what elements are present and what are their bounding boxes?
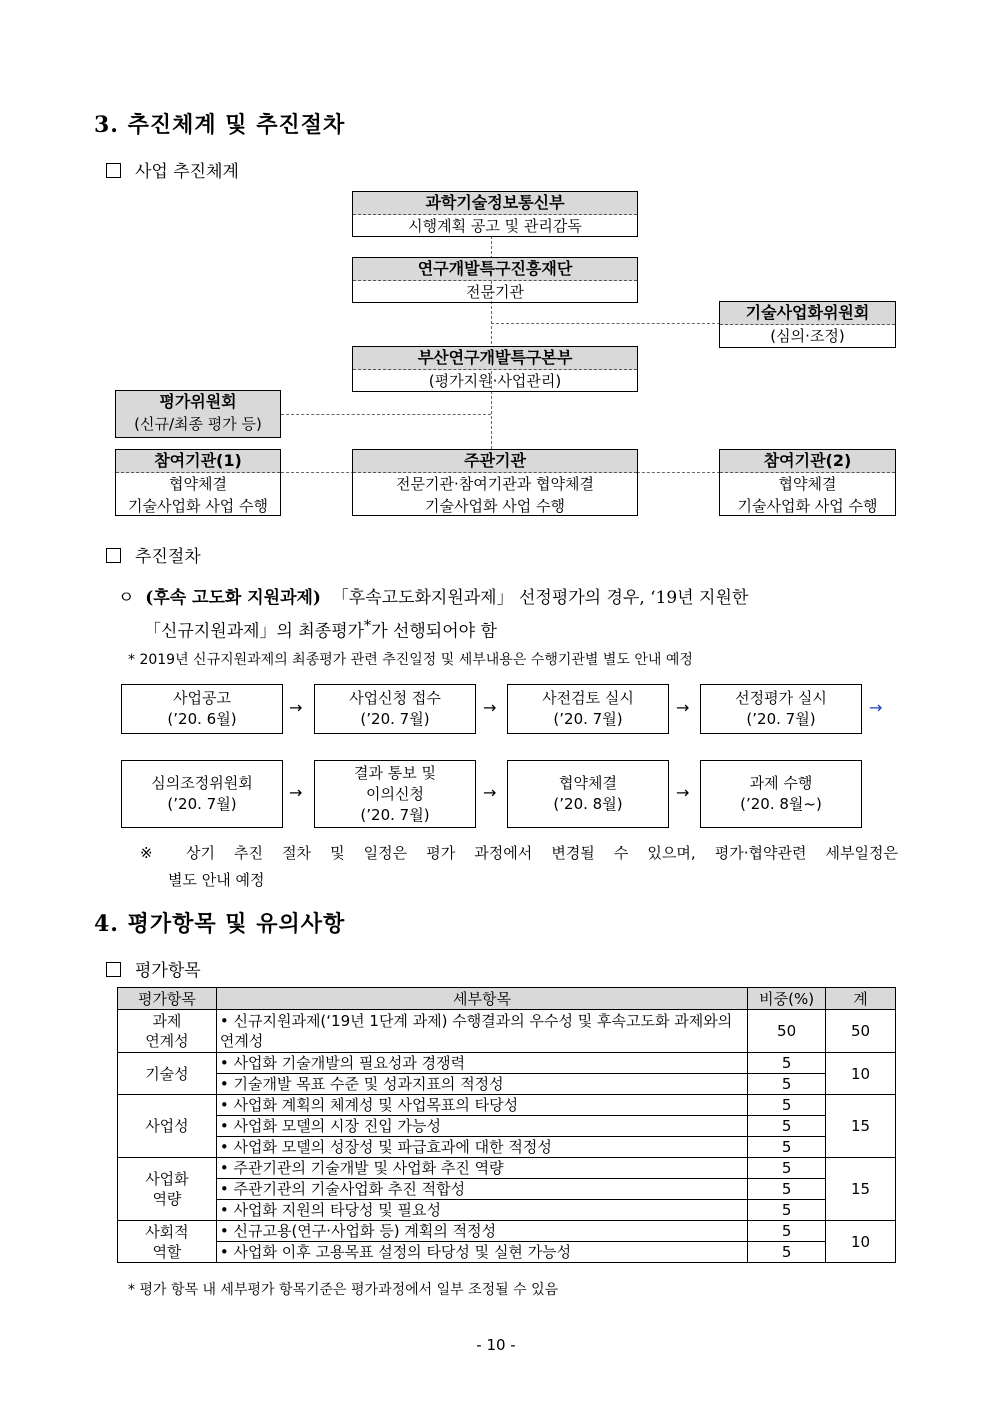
- org-box-eval: 평가위원회 (신규/최종 평가 등): [115, 390, 281, 438]
- procedure-note: * 2019년 신규지원과제의 최종평가 관련 추진일정 및 세부내용은 수행기관별 별도 안내 예정: [128, 652, 693, 668]
- org-box-committee: 기술사업화위원회 (심의·조정): [719, 301, 896, 348]
- table-row: • 기술개발 목표 수준 및 성과지표의 적정성 5: [118, 1074, 896, 1095]
- step-selection-eval: 선정평가 실시 (’20. 7월): [700, 684, 862, 734]
- org-box-participant-2: 참여기관(2) 협약체결 기술사업화 사업 수행: [719, 449, 896, 516]
- table-row: • 사업화 모델의 성장성 및 파급효과에 대한 적정성 5: [118, 1137, 896, 1158]
- arrow-right-icon: →: [289, 698, 303, 717]
- arrow-right-icon: →: [676, 698, 690, 717]
- table-row: 사업성 • 사업화 계획의 체계성 및 사업목표의 타당성 5 15: [118, 1095, 896, 1116]
- org-connector-eval: [281, 414, 491, 415]
- table-row: • 사업화 지원의 타당성 및 필요성 5: [118, 1200, 896, 1221]
- step-application: 사업신청 접수 (’20. 7월): [314, 684, 476, 734]
- step-pre-review: 사전검토 실시 (’20. 7월): [507, 684, 669, 734]
- step-result-notice: 결과 통보 및 이의신청 (’20. 7월): [314, 760, 476, 828]
- subheading-procedure: 추진절차: [106, 542, 201, 567]
- procedure-remark: ※ 상기 추진 절차 및 일정은 평가 과정에서 변경될 수 있으며, 평가·협약관련 세부일정은 별도 안내 예정: [140, 844, 898, 889]
- step-deliberation: 심의조정위원회 (’20. 7월): [121, 760, 283, 828]
- checkbox-square-icon: [106, 548, 121, 563]
- subheading-eval-items: 평가항목: [106, 956, 201, 981]
- procedure-paragraph: ㅇ (후속 고도화 지원과제) 「후속고도화지원과제」 선정평가의 경우, ‘19년 지원한 「신규지원과제」의 최종평가*가 선행되어야 함: [118, 588, 749, 642]
- section-4-title: 4. 평가항목 및 유의사항: [94, 911, 346, 937]
- section-3-title: 3. 추진체계 및 추진절차: [94, 112, 346, 138]
- step-announcement: 사업공고 (’20. 6월): [121, 684, 283, 734]
- procedure-bold-label: (후속 고도화 지원과제): [145, 588, 321, 608]
- evaluation-table: [117, 987, 896, 1263]
- table-row: 과제 연계성 • 신규지원과제(‘19년 1단계 과제) 수행결과의 우수성 및 후속고도화 과제와의 연계성 50 50: [118, 1010, 896, 1053]
- bullet: ㅇ: [118, 588, 135, 608]
- table-row: • 주관기관의 기술사업화 추진 적합성 5: [118, 1179, 896, 1200]
- org-box-busan: 부산연구개발특구본부 (평가지원·사업관리): [352, 346, 638, 392]
- table-row: 사회적 역할 • 신규고용(연구·사업화 등) 계획의 적정성 5 10: [118, 1221, 896, 1242]
- table-row: • 사업화 이후 고용목표 설정의 타당성 및 실현 가능성 5: [118, 1242, 896, 1263]
- table-header-row: 평가항목 세부항목 비중(%) 계: [118, 988, 896, 1010]
- table-note: * 평가 항목 내 세부평가 항목기준은 평가과정에서 일부 조정될 수 있음: [128, 1282, 559, 1298]
- step-execution: 과제 수행 (’20. 8월~): [700, 760, 862, 828]
- table-row: 기술성 • 사업화 기술개발의 필요성과 경쟁력 5 10: [118, 1053, 896, 1074]
- arrow-right-icon: →: [869, 698, 883, 717]
- table-row: • 사업화 모델의 시장 진입 가능성 5: [118, 1116, 896, 1137]
- arrow-right-icon: →: [676, 783, 690, 802]
- org-box-msit: 과학기술정보통신부 시행계획 공고 및 관리감독: [352, 191, 638, 237]
- table-row: 사업화 역량 • 주관기관의 기술개발 및 사업화 추진 역량 5 15: [118, 1158, 896, 1179]
- org-box-participant-1: 참여기관(1) 협약체결 기술사업화 사업 수행: [115, 449, 281, 516]
- org-box-lead: 주관기관 전문기관·참여기관과 협약체결 기술사업화 사업 수행: [352, 449, 638, 516]
- subheading-system: 사업 추진체계: [106, 157, 239, 182]
- page-number: - 10 -: [476, 1336, 516, 1354]
- org-box-innopolis: 연구개발특구진흥재단 전문기관: [352, 257, 638, 303]
- checkbox-square-icon: [106, 163, 121, 178]
- arrow-right-icon: →: [483, 698, 497, 717]
- step-agreement: 협약체결 (’20. 8월): [507, 760, 669, 828]
- checkbox-square-icon: [106, 962, 121, 977]
- arrow-right-icon: →: [289, 783, 303, 802]
- org-connector-committee: [491, 323, 720, 324]
- arrow-right-icon: →: [483, 783, 497, 802]
